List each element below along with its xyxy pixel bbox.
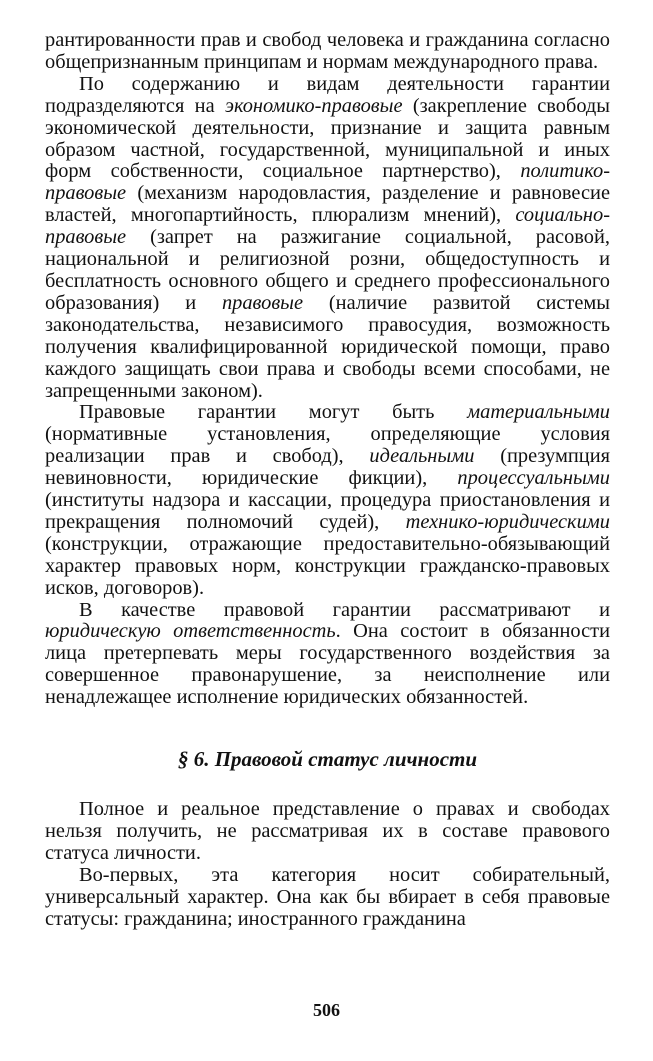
text-run: (презумпция невиновности, юридические фикции), (45, 445, 610, 490)
italic-term: правовые (221, 291, 304, 314)
paragraph (45, 402, 610, 599)
paragraph (45, 600, 610, 710)
italic-term: материальными (467, 401, 610, 424)
text-run: рантированности прав и свобод человека и гражданина согласно общепризнанным принципам и нормам международного права. (45, 29, 610, 73)
text-run: В качестве правовой гарантии рассматривают и (79, 598, 610, 621)
text-run: (запрет на разжигание социальной, расовой, национальной и религиозной розни, общедоступность и бесплатность основного общего и среднего профессионального образования) и (45, 226, 610, 314)
italic-term: юридическую ответственность (45, 620, 336, 643)
italic-term: процессуальными (457, 467, 610, 490)
page-body (45, 30, 610, 930)
text-run: Полное и реальное представление о правах и свободах нельзя получить, не рассматривая их в составе правового статуса личности. (45, 798, 610, 864)
text-run: (закрепление свободы экономической деятельности, признание и защита равным образом частной, государственной, муниципальной и иных форм собственности, социальное партнерство), (45, 94, 610, 183)
paragraph (45, 30, 610, 74)
text-run: Во-первых, эта категория носит собирательный, универсальный характер. Она как бы вбирает в себя правовые статусы: гражданина; иностранного гражданина (45, 863, 610, 930)
section-text (45, 799, 610, 930)
body-text (45, 30, 610, 709)
paragraph (45, 74, 610, 403)
italic-term: идеальными (369, 445, 475, 468)
text-run: (нормативные установления, определяющие условия реализации прав и свобод), (45, 423, 610, 468)
text-run: По содержанию и видам деятельности гарантии подразделяются на (45, 72, 610, 117)
page-number: 506 (313, 1000, 340, 1020)
italic-term: политико-правовые (45, 160, 610, 205)
text-run: (конструкции, отражающие предоставительно-обязывающий характер правовых норм, конструкции гражданско-правовых исков, договоров). (45, 532, 610, 599)
section-title: § 6. Правовой статус личности (177, 747, 478, 772)
text-run: (наличие развитой системы законодательства, независимого правосудия, возможность получения квалифицированной юридической помощи, право каждого защищать свои права и свободы всеми способами, не запрещенными законом). (45, 291, 610, 402)
paragraph (45, 865, 610, 931)
text-run: . Она состоит в обязанности лица претерпевать меры государственного воздействия за совершенное правонарушение, за неисполнение или ненадлежащее исполнение юридических обязанностей. (45, 620, 611, 709)
text-run: Правовые гарантии могут быть (79, 401, 468, 424)
text-run: (механизм народовластия, разделение и равновесие властей, многопартийность, плюрализм мнений), (45, 182, 610, 227)
italic-term: технико-юридическими (405, 510, 610, 533)
paragraph (45, 799, 610, 865)
text-run: (институты надзора и кассации, процедура приостановления и прекращения полномочий судей), (45, 489, 610, 533)
italic-term: социально-правовые (45, 204, 610, 249)
italic-term: экономико-правовые (224, 94, 403, 117)
